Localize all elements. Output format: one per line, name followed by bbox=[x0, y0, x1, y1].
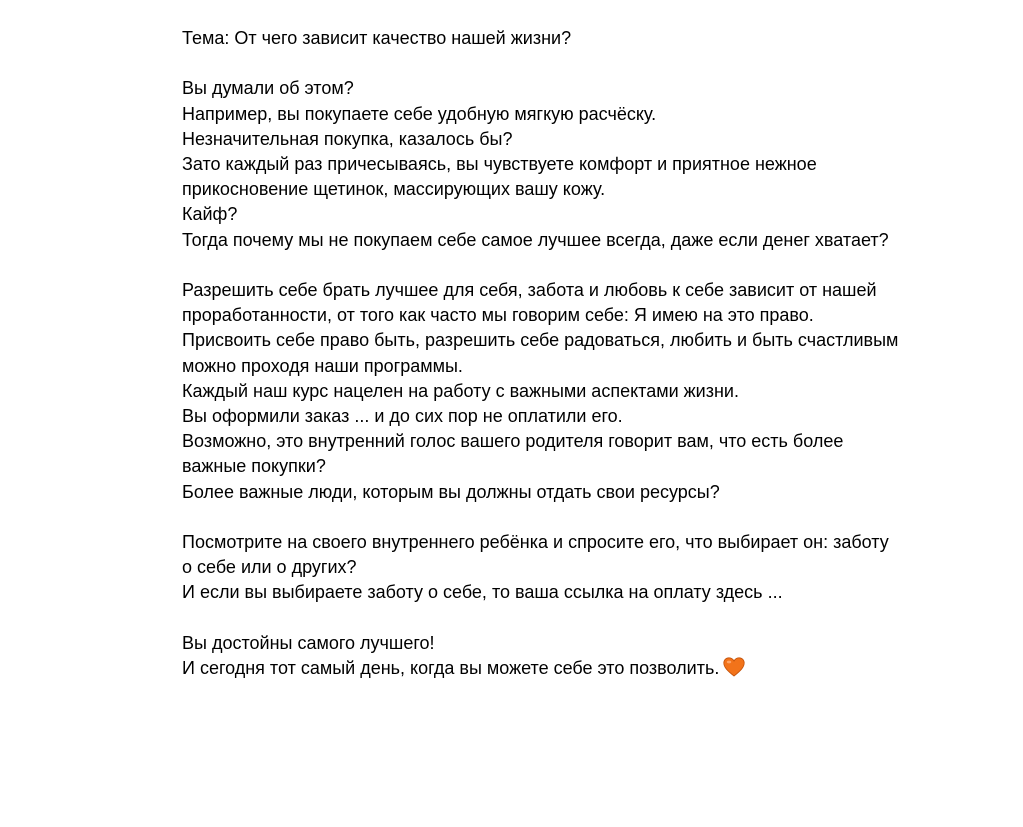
document-body bbox=[182, 26, 902, 709]
paragraph-1 bbox=[182, 76, 902, 252]
paragraph-4 bbox=[182, 631, 902, 684]
text-line: Вы думали об этом? bbox=[182, 78, 354, 99]
text-line: И если вы выбираете заботу о себе, то ваша ссылка на оплату здесь ... bbox=[182, 582, 783, 603]
heart-icon bbox=[723, 657, 745, 684]
closing-text: И сегодня тот самый день, когда вы можете себе это позволить. bbox=[182, 658, 720, 679]
text-line: Незначительная покупка, казалось бы? bbox=[182, 128, 513, 149]
text-line: Вы достойны самого лучшего! bbox=[182, 632, 435, 653]
text-line: Возможно, это внутренний голос вашего родителя говорит вам, что есть более важные покупки? bbox=[182, 431, 844, 477]
paragraph-2 bbox=[182, 278, 902, 505]
text-line: Посмотрите на своего внутреннего ребёнка и спросите его, что выбирает он: заботу о себе или о других? bbox=[182, 532, 889, 578]
paragraph-3 bbox=[182, 530, 902, 606]
text-line: Присвоить себе право быть, разрешить себе радоваться, любить и быть счастливым можно проходя наши программы. bbox=[182, 330, 899, 376]
text-line: Например, вы покупаете себе удобную мягкую расчёску. bbox=[182, 103, 657, 124]
text-line: Разрешить себе брать лучшее для себя, забота и любовь к себе зависит от нашей проработанности, от того как часто мы говорим себе: Я имею на это право. bbox=[182, 280, 877, 326]
text-line: Зато каждый раз причесываясь, вы чувствуете комфорт и приятное нежное прикосновение щетинок, массирующих вашу кожу. bbox=[182, 154, 817, 200]
text-line: Вы оформили заказ ... и до сих пор не оплатили его. bbox=[182, 406, 623, 427]
text-line: Каждый наш курс нацелен на работу с важными аспектами жизни. bbox=[182, 380, 739, 401]
text-line: Кайф? bbox=[182, 204, 238, 225]
text-line: Тогда почему мы не покупаем себе самое лучшее всегда, даже если денег хватает? bbox=[182, 229, 889, 250]
closing-line bbox=[182, 656, 902, 684]
document-title: Тема: От чего зависит качество нашей жизни? bbox=[182, 28, 572, 48]
text-line: Более важные люди, которым вы должны отдать свои ресурсы? bbox=[182, 481, 720, 502]
